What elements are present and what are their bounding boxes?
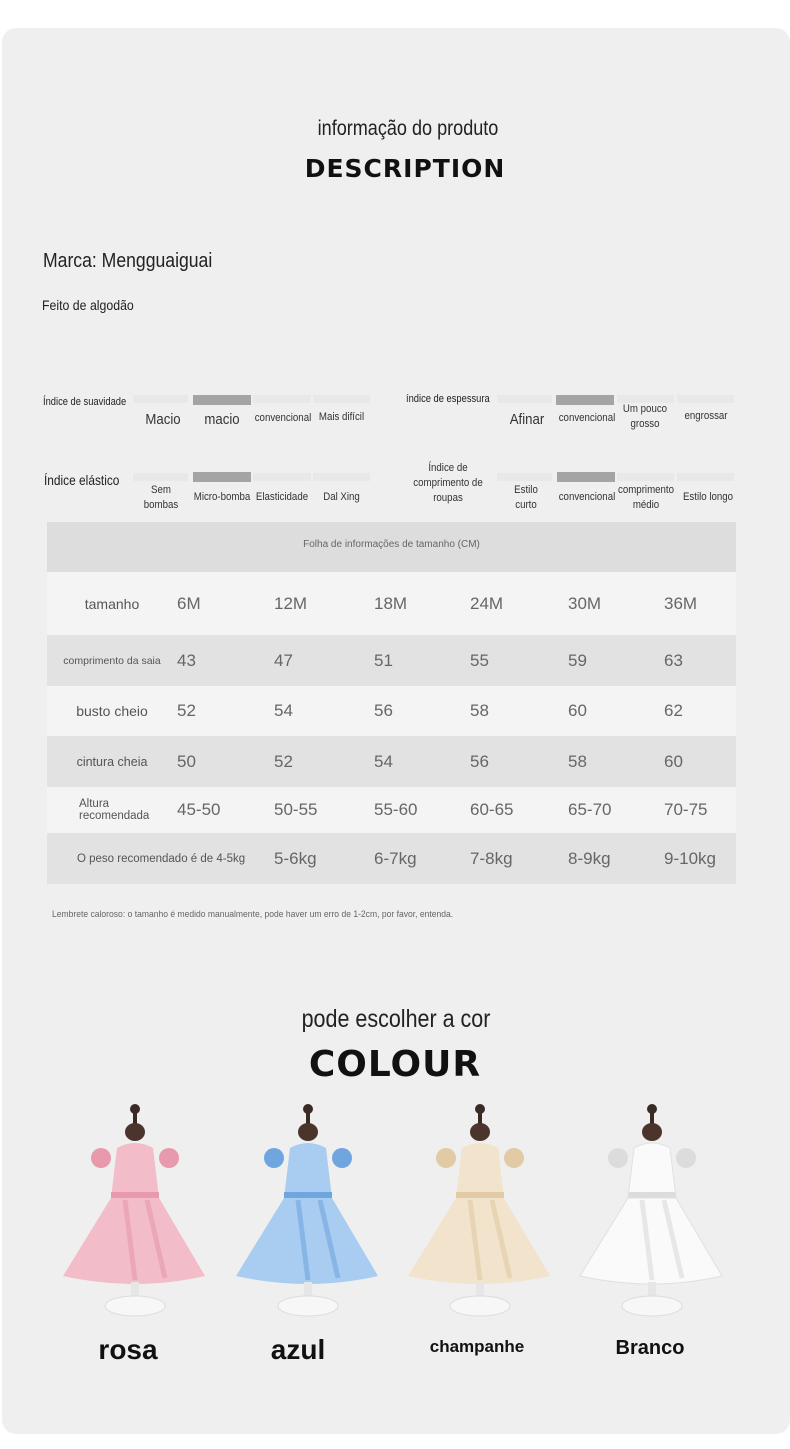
table-cell: 51 bbox=[374, 650, 393, 670]
thickness-option: Um pouco grosso bbox=[622, 403, 668, 430]
colour-label-champanhe: champanhe bbox=[429, 1337, 525, 1356]
table-cell: 50-55 bbox=[274, 800, 318, 819]
scale-selected-segment bbox=[193, 395, 251, 405]
table-row bbox=[47, 833, 736, 884]
table-cell: 59 bbox=[568, 650, 587, 670]
dress-champanhe[interactable] bbox=[400, 1100, 560, 1325]
scale-segment bbox=[497, 395, 552, 403]
table-row bbox=[47, 736, 736, 787]
scale-segment bbox=[677, 395, 734, 403]
table-cell: 6M bbox=[177, 593, 201, 613]
table-cell: 18M bbox=[374, 593, 408, 613]
softness-option-selected: macio bbox=[204, 411, 240, 428]
row-label: busto cheio bbox=[76, 703, 148, 719]
table-cell: 65-70 bbox=[568, 800, 612, 819]
scale-segment bbox=[617, 473, 674, 481]
thickness-option-selected: convencional bbox=[558, 412, 616, 424]
softness-option: Macio bbox=[145, 411, 181, 428]
scale-segment bbox=[133, 473, 188, 481]
table-cell: 60-65 bbox=[470, 800, 514, 819]
scale-segment bbox=[497, 473, 552, 481]
size-table-caption-text: Folha de informações de tamanho (CM) bbox=[303, 539, 480, 550]
scale-segment bbox=[253, 473, 311, 481]
scale-segment bbox=[313, 395, 370, 403]
softness-option: Mais difícil bbox=[318, 411, 365, 423]
table-row bbox=[47, 686, 736, 736]
section-subtitle: informação do produto bbox=[317, 117, 499, 140]
length-label: Índice de comprimento de roupas bbox=[413, 462, 483, 504]
table-cell: 54 bbox=[274, 701, 293, 720]
colour-label-branco: Branco bbox=[615, 1337, 685, 1359]
table-cell: 56 bbox=[374, 701, 393, 720]
thickness-option: Afinar bbox=[509, 411, 545, 428]
size-note: Lembrete caloroso: o tamanho é medido manualmente, pode haver um erro de 1-2cm, por favor, entenda. bbox=[52, 909, 454, 920]
length-option-selected: convencional bbox=[558, 491, 616, 503]
table-cell: 52 bbox=[177, 701, 196, 720]
table-cell: 60 bbox=[568, 701, 587, 720]
softness-label: Índice de suavidade bbox=[43, 396, 127, 408]
table-cell: 58 bbox=[568, 751, 587, 771]
dress-mannequin-image bbox=[55, 1100, 215, 1325]
table-cell: 60 bbox=[664, 751, 683, 771]
row-label: O peso recomendado é de 4-5kg bbox=[77, 852, 246, 865]
elasticity-option: Sem bombas bbox=[143, 484, 179, 511]
table-cell: 52 bbox=[274, 751, 293, 771]
dress-mannequin-image bbox=[228, 1100, 388, 1325]
thickness-option: engrossar bbox=[684, 410, 728, 422]
table-cell: 24M bbox=[470, 593, 504, 613]
table-cell: 54 bbox=[374, 751, 393, 771]
colour-label-rosa: rosa bbox=[98, 1334, 158, 1365]
elasticity-option-selected: Micro-bomba bbox=[193, 491, 251, 503]
table-cell: 55 bbox=[470, 650, 489, 670]
table-cell: 7-8kg bbox=[470, 848, 513, 868]
dress-mannequin-image bbox=[400, 1100, 560, 1325]
table-cell: 5-6kg bbox=[274, 848, 317, 868]
colour-subtitle: pode escolher a cor bbox=[301, 1005, 491, 1033]
elasticity-option: Elasticidade bbox=[255, 491, 309, 503]
scale-segment bbox=[313, 473, 370, 481]
table-cell: 55-60 bbox=[374, 800, 418, 819]
dress-mannequin-image bbox=[572, 1100, 732, 1325]
scale-segment bbox=[677, 473, 734, 481]
table-cell: 6-7kg bbox=[374, 848, 417, 868]
dress-rosa[interactable] bbox=[55, 1100, 215, 1325]
table-cell: 63 bbox=[664, 650, 683, 670]
row-label: cintura cheia bbox=[76, 754, 148, 769]
table-cell: 45-50 bbox=[177, 800, 221, 819]
table-cell: 12M bbox=[274, 593, 308, 613]
colour-label-azul: azul bbox=[270, 1334, 326, 1365]
table-cell: 62 bbox=[664, 701, 683, 720]
table-cell: 36M bbox=[664, 593, 698, 613]
section-title: DESCRIPTION bbox=[304, 154, 506, 183]
scale-selected-segment bbox=[556, 395, 614, 405]
table-cell: 70-75 bbox=[664, 800, 708, 819]
table-row bbox=[47, 572, 736, 635]
softness-option: convencional bbox=[254, 412, 312, 424]
length-option: Estilo curto bbox=[514, 484, 538, 511]
table-cell: 56 bbox=[470, 751, 489, 771]
length-option: comprimento médio bbox=[618, 484, 674, 511]
dress-azul[interactable] bbox=[228, 1100, 388, 1325]
scale-segment bbox=[253, 395, 311, 403]
brand-text: Marca: Mengguaiguai bbox=[43, 250, 213, 272]
table-cell: 47 bbox=[274, 650, 293, 670]
table-cell: 9-10kg bbox=[664, 848, 716, 868]
colour-title: COLOUR bbox=[308, 1044, 482, 1085]
row-label: comprimento da saia bbox=[63, 654, 161, 667]
elasticity-label: Índice elástico bbox=[44, 472, 120, 488]
table-row bbox=[47, 635, 736, 686]
table-cell: 43 bbox=[177, 650, 196, 670]
length-option: Estilo longo bbox=[682, 491, 734, 503]
table-cell: 30M bbox=[568, 593, 602, 613]
elasticity-option: Dal Xing bbox=[323, 491, 360, 503]
size-table bbox=[47, 572, 736, 884]
table-cell: 50 bbox=[177, 751, 196, 771]
table-cell: 58 bbox=[470, 701, 489, 720]
scale-segment bbox=[133, 395, 188, 403]
table-row bbox=[47, 787, 736, 833]
scale-selected-segment bbox=[557, 472, 615, 482]
dress-branco[interactable] bbox=[572, 1100, 732, 1325]
material-text: Feito de algodão bbox=[42, 297, 134, 313]
thickness-label: índice de espessura bbox=[406, 393, 490, 405]
row-label: Altura recomendada bbox=[79, 798, 150, 822]
row-label: tamanho bbox=[84, 595, 140, 612]
scale-selected-segment bbox=[193, 472, 251, 482]
table-cell: 8-9kg bbox=[568, 848, 611, 868]
size-table-caption bbox=[47, 522, 736, 572]
